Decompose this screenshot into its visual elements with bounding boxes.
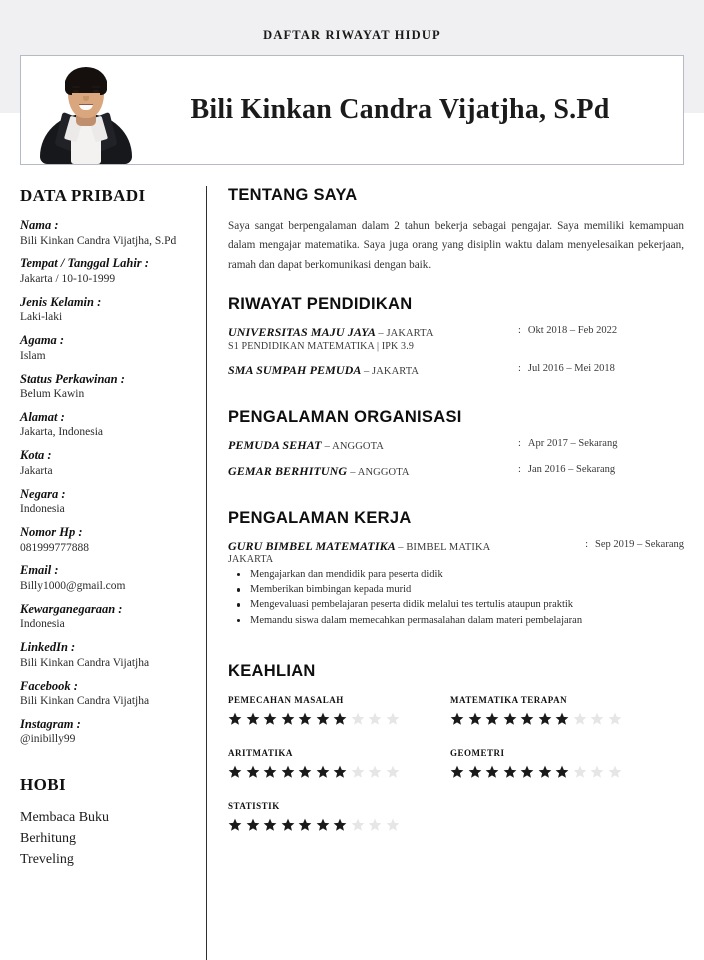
colon-separator: : [518, 437, 521, 449]
star-empty-icon [608, 712, 622, 726]
duty-item: Memberikan bimbingan kepada murid [228, 582, 583, 597]
skill-rating [228, 712, 450, 726]
entry-date: : Jan 2016 – Sekarang [518, 463, 616, 475]
colon-separator: : [518, 463, 521, 475]
star-filled-icon [503, 712, 517, 726]
field-label: Tempat / Tanggal Lahir : [20, 256, 149, 271]
organization-entry [228, 464, 684, 479]
entry-date: : Jul 2016 – Mei 2018 [518, 362, 615, 374]
field-label: Facebook : [20, 678, 78, 693]
entry-subtitle: – JAKARTA [363, 365, 420, 377]
star-empty-icon [590, 712, 604, 726]
star-empty-icon [590, 765, 604, 779]
star-filled-icon [555, 765, 569, 779]
duty-item: Mengevaluasi pembelajaran peserta didik melalui tes tertulis ataupun praktik [228, 597, 583, 612]
skill-label: GEOMETRI [450, 748, 505, 759]
star-empty-icon [351, 712, 365, 726]
entry-title: SMA SUMPAH PEMUDA – JAKARTA [228, 362, 420, 377]
hobi-section [20, 775, 196, 870]
star-filled-icon [333, 712, 347, 726]
page-title: Bili Kinkan Candra Vijatjha, S.Pd [190, 94, 610, 125]
field-value: Bili Kinkan Candra Vijatjha [20, 656, 150, 669]
organization-list [228, 438, 684, 479]
section-heading-riwayat-pendidikan: RIWAYAT PENDIDIKAN [228, 294, 413, 313]
skill-rating [228, 818, 450, 832]
entry-detail: S1 PENDIDIKAN MATEMATIKA | IPK 3.9 [228, 340, 414, 352]
star-empty-icon [368, 765, 382, 779]
star-filled-icon [450, 712, 464, 726]
skill-label: MATEMATIKA TERAPAN [450, 695, 568, 706]
section-heading-pengalaman-organisasi: PENGALAMAN ORGANISASI [228, 407, 462, 426]
entry-date: : Sep 2019 – Sekarang [585, 538, 684, 550]
field-label: Agama : [20, 333, 65, 348]
about-paragraph: Saya sangat berpengalaman dalam 2 tahun bekerja sebagai pengajar. Saya memiliki kemampuan dalam mengajar matematika. Saya juga orang yang disiplin waktu dalam menyelesaikan pekerjaan, ramah dan dapat berkomunikasi dengan baik. [228, 220, 684, 271]
field-value: Jakarta / 10-10-1999 [20, 272, 116, 285]
entry-subtitle: – ANGGOTA [324, 440, 384, 452]
sidebar-heading-data-pribadi: DATA PRIBADI [20, 186, 146, 205]
star-filled-icon [520, 712, 534, 726]
star-filled-icon [228, 765, 242, 779]
star-filled-icon [263, 765, 277, 779]
field-label: Nama : [20, 218, 59, 232]
field-value: Billy1000@gmail.com [20, 579, 126, 592]
star-filled-icon [228, 712, 242, 726]
skill-item [450, 695, 672, 726]
duty-item: Mengajarkan dan mendidik para peserta didik [228, 567, 583, 582]
star-filled-icon [503, 765, 517, 779]
colon-separator: : [585, 538, 589, 550]
sidebar-heading-hobi: HOBI [20, 774, 67, 794]
star-filled-icon [333, 818, 347, 832]
entry-main [228, 325, 516, 352]
personal-data-field [20, 679, 196, 709]
star-filled-icon [246, 818, 260, 832]
skills-grid [228, 695, 684, 854]
sidebar [20, 186, 196, 870]
personal-data-field [20, 256, 196, 286]
entry-subtitle: – ANGGOTA [350, 466, 410, 478]
field-label: Kota : [20, 448, 52, 463]
personal-data-field [20, 410, 196, 440]
entry-title: GURU BIMBEL MATEMATIKA – BIMBEL MATIKA [228, 538, 491, 553]
star-filled-icon [333, 765, 347, 779]
personal-data-field [20, 640, 196, 670]
education-entry [228, 325, 684, 352]
field-value: Bili Kinkan Candra Vijatjha [20, 695, 150, 707]
personal-data-field [20, 218, 196, 248]
star-filled-icon [468, 712, 482, 726]
star-filled-icon [298, 765, 312, 779]
work-experience [228, 539, 684, 628]
skill-item [228, 748, 450, 779]
field-value: Indonesia [20, 618, 65, 631]
star-empty-icon [573, 712, 587, 726]
star-filled-icon [246, 765, 260, 779]
personal-data-field [20, 525, 196, 555]
star-filled-icon [246, 712, 260, 726]
skill-rating [228, 765, 450, 779]
field-value: Islam [20, 349, 46, 362]
entry-title: PEMUDA SEHAT – ANGGOTA [228, 437, 384, 452]
field-label: Email : [20, 563, 59, 578]
colon-separator: : [518, 324, 521, 336]
education-entry [228, 363, 684, 378]
field-label: LinkedIn : [20, 640, 76, 655]
main-column [228, 186, 684, 854]
work-entry [228, 539, 684, 628]
star-filled-icon [485, 712, 499, 726]
star-filled-icon [316, 765, 330, 779]
avatar [21, 56, 151, 164]
entry-subtitle: – JAKARTA [378, 327, 434, 339]
field-label: Negara : [20, 486, 66, 501]
hobi-item: Berhitung [20, 830, 76, 846]
personal-data-field [20, 295, 196, 325]
personal-data-field [20, 448, 196, 478]
star-empty-icon [351, 765, 365, 779]
document-title: DAFTAR RIWAYAT HIDUP [263, 28, 441, 42]
star-empty-icon [608, 765, 622, 779]
star-empty-icon [351, 818, 365, 832]
entry-subtitle: – BIMBEL MATIKA [398, 541, 491, 553]
star-filled-icon [316, 818, 330, 832]
duty-item: Memandu siswa dalam memecahkan permasalahan dalam materi pembelajaran [228, 613, 583, 628]
star-filled-icon [450, 765, 464, 779]
skill-rating [450, 765, 672, 779]
personal-data-field [20, 563, 196, 593]
star-filled-icon [316, 712, 330, 726]
field-value: Jakarta [20, 464, 53, 477]
star-filled-icon [538, 712, 552, 726]
duties-list [228, 567, 583, 628]
field-value: @inibilly99 [20, 733, 76, 746]
field-value: Indonesia [20, 503, 65, 516]
field-value: 081999777888 [20, 541, 89, 554]
star-filled-icon [298, 712, 312, 726]
section-heading-tentang-saya: TENTANG SAYA [228, 186, 358, 204]
star-empty-icon [386, 818, 400, 832]
skill-item [228, 801, 450, 832]
star-empty-icon [368, 818, 382, 832]
personal-data-field [20, 602, 196, 632]
star-filled-icon [485, 765, 499, 779]
star-filled-icon [468, 765, 482, 779]
header-card [20, 55, 684, 165]
hobi-item: Treveling [20, 851, 74, 867]
hobi-item: Membaca Buku [20, 809, 110, 825]
personal-data-field [20, 487, 196, 517]
section-heading-keahlian: KEAHLIAN [228, 662, 316, 681]
entry-location: JAKARTA [228, 553, 274, 565]
field-label: Alamat : [20, 409, 65, 424]
entry-main [228, 438, 516, 453]
field-value: Belum Kawin [20, 388, 85, 400]
field-label: Kewarganegaraan : [20, 601, 123, 616]
entry-title: UNIVERSITAS MAJU JAYA – JAKARTA [228, 324, 434, 339]
entry-main [228, 464, 516, 479]
field-label: Status Perkawinan : [20, 371, 125, 386]
hobi-list [20, 807, 196, 870]
skill-label: STATISTIK [228, 801, 280, 812]
field-value: Bili Kinkan Candra Vijatjha, S.Pd [20, 234, 177, 247]
section-heading-pengalaman-kerja: PENGALAMAN KERJA [228, 508, 412, 527]
portrait-photo-icon [38, 62, 134, 164]
star-filled-icon [263, 818, 277, 832]
personal-data-field [20, 717, 196, 747]
personal-data-field [20, 333, 196, 363]
organization-entry [228, 438, 684, 453]
field-label: Jenis Kelamin : [20, 294, 102, 309]
field-label: Instagram : [20, 716, 81, 731]
star-filled-icon [538, 765, 552, 779]
star-empty-icon [386, 765, 400, 779]
skill-rating [450, 712, 672, 726]
entry-title: GEMAR BERHITUNG – ANGGOTA [228, 463, 410, 478]
star-filled-icon [281, 712, 295, 726]
star-empty-icon [386, 712, 400, 726]
personal-data-field [20, 372, 196, 402]
skill-item [450, 748, 672, 779]
field-value: Jakarta, Indonesia [20, 426, 104, 439]
star-filled-icon [281, 765, 295, 779]
star-filled-icon [520, 765, 534, 779]
star-filled-icon [281, 818, 295, 832]
star-empty-icon [573, 765, 587, 779]
entry-date: : Apr 2017 – Sekarang [518, 437, 618, 449]
star-filled-icon [228, 818, 242, 832]
skill-label: ARITMATIKA [228, 748, 293, 759]
field-value: Laki-laki [20, 311, 63, 324]
entry-main [228, 539, 583, 628]
star-filled-icon [298, 818, 312, 832]
education-list [228, 325, 684, 378]
skill-item [228, 695, 450, 726]
star-filled-icon [263, 712, 277, 726]
content-area [0, 186, 704, 960]
colon-separator: : [518, 362, 521, 374]
personal-data-list [20, 218, 196, 747]
entry-main [228, 363, 516, 378]
skill-label: PEMECAHAN MASALAH [228, 695, 344, 706]
column-divider [206, 186, 207, 960]
field-label: Nomor Hp : [20, 525, 83, 539]
entry-date: : Okt 2018 – Feb 2022 [518, 324, 618, 336]
star-empty-icon [368, 712, 382, 726]
star-filled-icon [555, 712, 569, 726]
